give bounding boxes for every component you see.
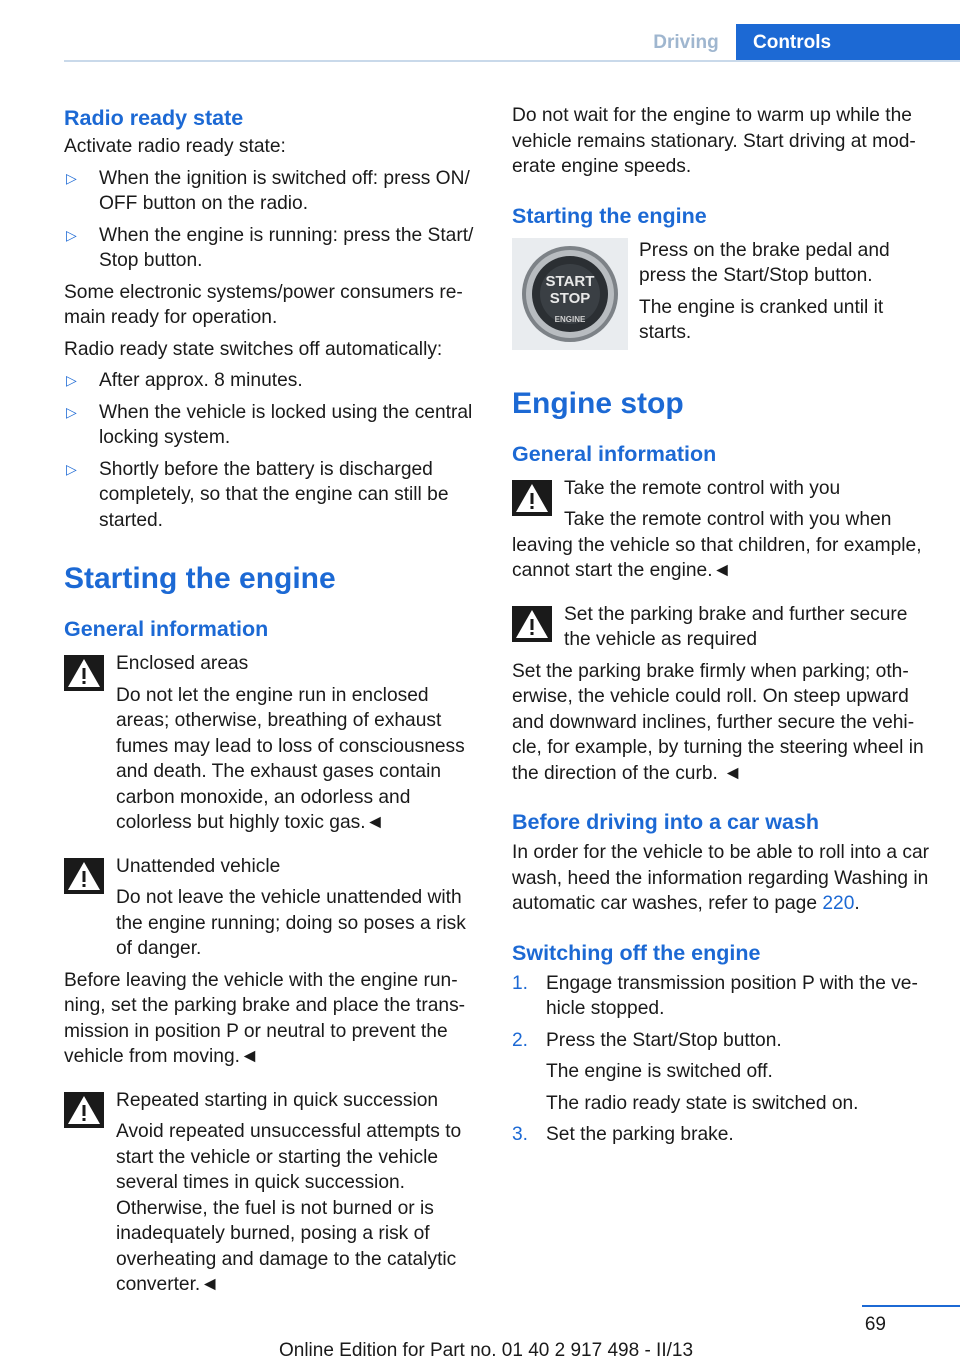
paragraph: Radio ready state switches off automatically:: [64, 338, 443, 360]
triangle-bullet-icon: ▷: [66, 226, 77, 243]
warning-repeated-starting: Repeated starting in quick succession Avoid repeated unsuccessful attempts to start the vehicle or starting the vehicle several times in quick succession. Otherwise, the fuel is not burned or is inadequately burned, posing a risk of overheating and damage to the catalytic converter.◄: [64, 1088, 482, 1298]
right-column: [512, 100, 930, 1148]
switching-off-heading: Switching off the engine: [512, 940, 761, 965]
general-information-heading: General information: [512, 441, 717, 466]
warning-enclosed-areas: Enclosed areas Do not let the engine run in enclosed areas; otherwise, breathing of exhaust fumes may lead to loss of consciousness and death. The exhaust gases contain carbon monoxide, an odorless and colorless but highly toxic gas.◄: [64, 651, 482, 836]
triangle-bullet-icon: ▷: [66, 403, 77, 420]
car-wash-heading: Before driving into a car wash: [512, 810, 820, 834]
list-item: ▷ Shortly before the battery is discharged completely, so that the engine can still be started.: [66, 458, 449, 531]
triangle-bullet-icon: ▷: [66, 169, 77, 186]
car-wash-paragraph: In order for the vehicle to be able to roll into a car wash, heed the information regarding Washing in automatic car washes, refer to page 220.: [512, 842, 930, 914]
svg-text:ENGINE: ENGINE: [554, 314, 586, 324]
warning-body: Do not leave the vehicle unattended with the engine running; doing so poses a risk of danger.: [116, 887, 466, 959]
start-step: Press on the brake pedal and press the Start/Stop button.: [639, 239, 890, 286]
radio-intro: Activate radio ready state:: [64, 136, 286, 157]
warning-body: Set the parking brake firmly when parking; otherwise, the vehicle could roll. On steep upward and downward inclines, further secure the vehicle, for example, by turning the steering wheel in the direction of the curb. ◄: [512, 660, 924, 784]
warning-triangle-icon: [512, 480, 552, 516]
warning-body: Do not let the engine run in enclosed areas; otherwise, breathing of exhaust fumes may lead to loss of consciousness and death. The exhaust gases contain carbon monoxide, an odorless and colorless but highly toxic gas.◄: [116, 684, 465, 833]
warning-triangle-icon: [64, 655, 104, 691]
header-chapter-controls[interactable]: Controls: [736, 24, 960, 62]
list-item: ▷ When the vehicle is locked using the central locking system.: [66, 401, 473, 448]
header-rule: [64, 60, 960, 62]
left-column: [64, 100, 482, 1298]
list-item: ▷ When the engine is running: press the Start/ Stop button.: [66, 224, 474, 271]
general-information-heading: General information: [64, 617, 269, 641]
paragraph: Before leaving the vehicle with the engine running, set the parking brake and place the transmission in position P or neutral to prevent the vehicle from moving.◄: [64, 969, 466, 1067]
warning-unattended-vehicle: Unattended vehicle Do not leave the vehicle unattended with the engine running; doing so poses a risk of danger.: [64, 854, 482, 962]
list-item: ▷ After approx. 8 minutes.: [64, 368, 482, 394]
warning-parking-brake: Set the parking brake and further secure the vehicle as required Set the parking brake firmly when parking; otherwise, the vehicle could roll. On steep upward and downward inclines, further secure the vehicle, for example, by turning the steering wheel in the direction of the curb. ◄: [512, 602, 930, 787]
engine-stop-heading: Engine stop: [512, 386, 684, 420]
paragraph: Do not wait for the engine to warm up while the vehicle remains stationary. Start driving at moderate engine speeds.: [512, 105, 916, 177]
starting-engine-heading: Starting the engine: [64, 562, 336, 595]
start-step: The engine is cranked until it starts.: [639, 296, 884, 343]
footer-rule: [862, 1305, 960, 1307]
list-item: ▷ When the ignition is switched off: press ON/ OFF button on the radio.: [66, 167, 470, 214]
radio-ready-heading: Radio ready state: [64, 106, 244, 130]
warning-triangle-icon: [64, 1092, 104, 1128]
svg-text:START: START: [545, 272, 595, 290]
page-number: 69: [864, 1314, 886, 1335]
warning-triangle-icon: [64, 858, 104, 894]
paragraph: Some electronic systems/power consumers remain ready for operation.: [64, 281, 463, 328]
warning-body: Take the remote control with you when leaving the vehicle so that children, for example, cannot start the engine.◄: [512, 509, 922, 581]
header-section-driving[interactable]: Driving: [653, 32, 719, 53]
list-item: 3. Set the parking brake.: [512, 1124, 734, 1145]
warning-body: Avoid repeated unsuccessful attempts to start the vehicle or starting the vehicle several times in quick succession. Otherwise, the fuel is not burned or is inadequately burned, posing a risk of overheating and damage to the catalytic converter.◄: [116, 1121, 462, 1295]
triangle-bullet-icon: ▷: [66, 460, 77, 477]
starting-engine-subheading: Starting the engine: [512, 203, 707, 228]
triangle-bullet-icon: ▷: [66, 372, 77, 388]
warning-triangle-icon: [512, 606, 552, 642]
page-link[interactable]: 220: [822, 893, 855, 914]
start-stop-button-image: [512, 238, 628, 350]
start-block: [512, 238, 930, 358]
warning-remote-control: Take the remote control with you Take the remote control with you when leaving the vehicle so that children, for example, cannot start the engine.◄: [512, 476, 930, 584]
list-item: 2. Press the Start/Stop button. The engine is switched off. The radio ready state is switched on.: [512, 1029, 859, 1114]
svg-text:STOP: STOP: [549, 289, 591, 307]
footer-edition: Online Edition for Part no. 01 40 2 917 498 - II/13: [278, 1340, 694, 1361]
list-item: 1. Engage transmission position P with the vehicle stopped.: [512, 972, 918, 1019]
